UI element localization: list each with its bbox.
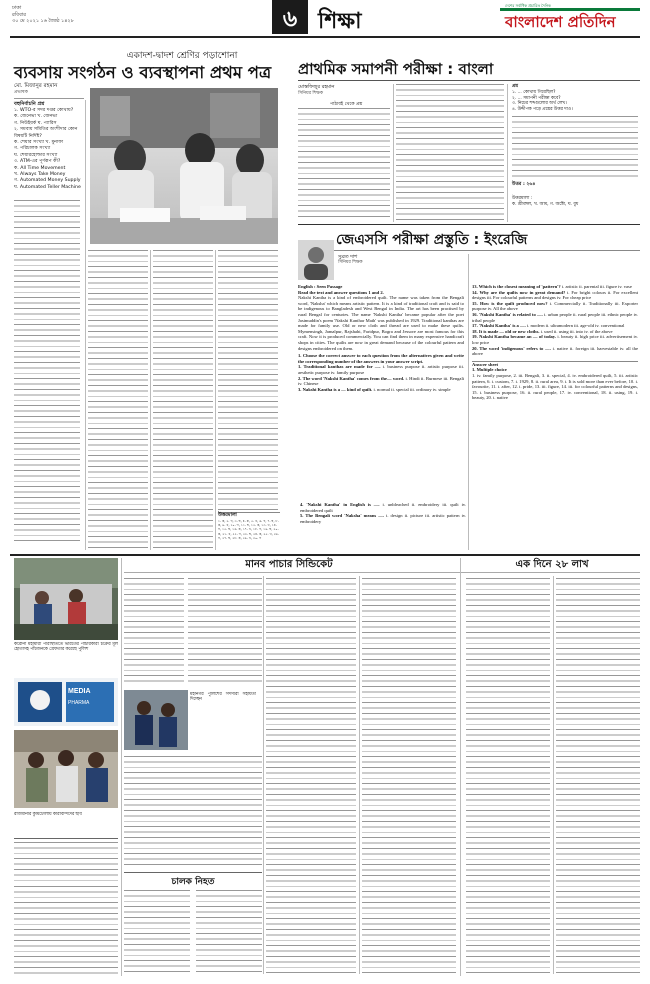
mcq-line: গ. নিউইয়র্ক ঘ. প্যারিস xyxy=(14,120,57,126)
english-q-opts: i. used ii. using iii. into iv. of the above xyxy=(540,328,613,334)
sidebar-text-c xyxy=(196,890,262,974)
news-photo-1-illustration xyxy=(14,558,118,640)
news-photo-1-caption: করোনা মহামারী পরিস্থিতিতে ভারতের পাচারকারী চক্রের মূল হোতাসহ পাঁচজনকে গ্রেফতার করেছে পুলিশ xyxy=(14,642,118,653)
english-q-text: 17. 'Nakshi Kantha' is a —. xyxy=(472,323,526,329)
english-q-text: 14. Why are the quilts now in great demand? xyxy=(472,289,566,295)
bangla-footnotes xyxy=(512,196,638,208)
bangla-footnote: ক. শ্রীমঙ্গল, খ. আম, গ. অক্টো, ঘ. বুধ xyxy=(512,201,579,207)
media-banner-subtext: PHARMA xyxy=(68,700,90,706)
english-q-text: 4. 'Nakshi Kantha' in English is —. xyxy=(300,502,380,507)
masthead-rule xyxy=(10,36,640,38)
lower-section-rule xyxy=(10,554,640,556)
english-q-opts: i. native ii. foreign iii. harvestable iv. all the above xyxy=(472,345,638,357)
bangla-headline: প্রাথমিক সমাপনী পরীক্ষা : বাংলা xyxy=(298,60,494,78)
lower-left-text-a xyxy=(124,578,184,684)
col-divider xyxy=(553,576,554,974)
section-title: শিক্ষা xyxy=(318,9,362,34)
mcq-column-1-text xyxy=(14,200,80,545)
masthead xyxy=(0,0,650,46)
left-author-role: প্রভাষক xyxy=(14,90,28,95)
mcq-line: ক. শেয়ার সংখ্যা খ. মুনাফা xyxy=(14,140,64,146)
news-photo-3-illustration xyxy=(124,690,188,750)
mcq-column-3-text xyxy=(153,250,213,550)
masthead-date xyxy=(12,5,132,25)
author-portrait-illustration xyxy=(298,240,334,280)
bangla-rule xyxy=(298,80,640,81)
news-photo-3 xyxy=(124,690,188,750)
english-q-text: 20. The word 'indigenous' refers to —. xyxy=(472,345,551,351)
col-divider xyxy=(393,84,394,222)
english-q-text: 18. It is made — old or new cloths. xyxy=(472,328,540,334)
english-q xyxy=(298,376,464,387)
lower-left-headline: মানব পাচার সিন্ডিকেট xyxy=(245,559,333,570)
left-headline: ব্যবসায় সংগঠন ও ব্যবস্থাপনা প্রথম পত্র xyxy=(14,63,272,82)
bangla-col-2-text xyxy=(396,84,504,220)
english-q-opts: i. beauty ii. high price iii. advertisement iv. low price xyxy=(472,334,638,345)
mcq-line: গ. Automated Money Supply xyxy=(14,178,81,184)
news-photo-2 xyxy=(14,730,118,808)
english-q-opts: i. urban people ii. rural people iii. ethnic people iv. tribal people xyxy=(472,311,638,323)
exam-hall-photo xyxy=(90,88,278,244)
col-divider xyxy=(468,254,469,550)
col-divider xyxy=(215,250,216,550)
lower-left-text-d xyxy=(362,578,456,974)
lower-right-text-a xyxy=(466,578,550,974)
byline-rule xyxy=(14,98,84,99)
news-photo-3-caption: মহানগর পুলিশের সদস্যরা সহায়তা দিচ্ছেন xyxy=(190,692,256,703)
english-q-opts: i. Commercially ii. Traditionally iii. Exporter purpose iv. All the above xyxy=(472,300,638,312)
english-q xyxy=(472,346,638,357)
english-rule xyxy=(298,250,640,251)
english-q-opts: i. modern ii. ultramodern iii. age-old iv. conventional xyxy=(526,323,625,329)
english-author: সুব্রত দাশ xyxy=(338,254,358,260)
mcq-line: ২. সমবায় সমিতির অংশীদার কোন বিষয়টি নির্দিষ্ট? xyxy=(14,127,78,139)
english-q xyxy=(472,312,638,323)
col-divider xyxy=(359,576,360,974)
bangla-q-line: ২. ... সমাপনী পরীক্ষা কবে? xyxy=(512,95,561,101)
bangla-q-line: ১. ... কোথায় গিয়েছিল? xyxy=(512,89,556,95)
bangla-questions xyxy=(512,84,640,113)
news-photo-2-illustration xyxy=(14,730,118,808)
english-q-opts: i. Hindi ii. Burmese iii. Bengali iv. Chinese xyxy=(298,375,464,387)
mcq-line: গ. পরিচালক সংখ্যা xyxy=(14,146,51,152)
news-photo-1 xyxy=(14,558,118,640)
english-q xyxy=(300,513,466,524)
bangla-byline xyxy=(298,84,383,96)
mcq-line: ক. জেনেভা খ. জেনভা xyxy=(14,114,58,120)
english-q xyxy=(472,290,638,301)
opening-mcq-list xyxy=(14,108,82,191)
sidebar-rule xyxy=(14,838,118,839)
mcq-line: ঘ. শেয়ারহোল্ডার সংখ্যা xyxy=(14,152,58,158)
masthead-day: রবিবার xyxy=(12,11,26,18)
sidebar-text-d xyxy=(14,886,118,974)
english-q xyxy=(298,387,464,393)
sidebar-headline: চালক নিহত xyxy=(171,877,215,887)
kicker: একাদশ-দ্বাদশ শ্রেণির পড়াশোনা xyxy=(126,51,238,61)
english-q-text: 16. 'Nakshi Kantha' is related to —. xyxy=(472,311,543,317)
page-number: ৬ xyxy=(282,7,298,32)
col-divider xyxy=(460,558,461,976)
english-q-opts: i. unbleached ii. embroidery iii. quilt iv. embroidered quilt xyxy=(300,502,466,513)
english-intro: Read the text and answer questions 1 and 2. xyxy=(298,289,384,295)
left-author: মো. মিজানুর রহমান xyxy=(14,83,58,89)
english-q-opts: i. artistic ii. parental iii. figure iv. vase xyxy=(561,284,632,289)
english-byline xyxy=(338,254,418,266)
answer-key-text: ১. ক, ২. গ, ৩. ঘ, ৪. ক, ৫. খ, ৬. গ, ৭. ঘ, ৮. ক, ৯. খ, ১০. গ, ১১. ঘ, ১২. ক, ১৩. খ, ১৪. গ, ১৫. ঘ, ১৬. ক, ১৭. খ, ১৮. গ, ১৯. ঘ, ২০. ক, ২১. খ, ২২. গ, ২৩. ঘ, ২৪. ক, ২৫. খ, ২৬. গ, ২৭. ঘ, ২৮. ক, ২৯. খ, ৩০. গ xyxy=(218,519,279,540)
news-photo-2-caption: রাজধানীর কুর্মিটোলায় কারাবন্দিদের ছবি xyxy=(14,812,82,817)
bangla-author: মোস্তফিজুর রহমান xyxy=(298,84,335,90)
mcq-line: ৩. ATM-এর পূর্ণরূপ কী? xyxy=(14,159,61,165)
english-q-text: 2. The word 'Nakshi Kantha' comes from the— word. xyxy=(298,375,405,381)
bangla-footnote: উত্তরমালা : xyxy=(512,196,533,201)
bangla-col-1-text xyxy=(298,108,390,220)
english-section-title: English : Seen Passage xyxy=(298,284,343,289)
english-author-role: সিনিয়র শিক্ষক xyxy=(338,260,363,266)
answer-key-title: উত্তরমালা xyxy=(218,513,237,518)
col-divider xyxy=(121,558,122,976)
english-q-text: 19. Nakshi Kantha became an — of today. xyxy=(472,334,556,340)
mcq-heading: বহুনির্বাচনি প্রশ্ন xyxy=(14,101,45,107)
answer-sheet-title: Answer sheet xyxy=(472,361,638,368)
bangla-col-3-text xyxy=(512,116,638,178)
mcq-line: খ. Always Take Money xyxy=(14,172,66,178)
english-q xyxy=(472,301,638,312)
brand-logo: বাংলাদেশ প্রতিদিন xyxy=(505,13,616,31)
masthead-city: ঢাকা xyxy=(12,5,22,11)
english-q-text: 5. The Bengali word 'Naksha' means —. xyxy=(300,513,384,519)
english-q-text: 1. Traditional kanthas are made for —. xyxy=(298,364,381,370)
lower-left-text-b xyxy=(188,578,262,684)
lower-headline-rule xyxy=(124,572,640,573)
mcq-column-2-text xyxy=(88,250,148,550)
mcq-line: ক. All Time Movement xyxy=(14,165,66,171)
col-divider xyxy=(150,250,151,550)
english-instruction: 1. Choose the correct answer to each question from the alternatives given and write the corresponding number of the answers in your answer script. xyxy=(298,353,464,364)
english-top-rule xyxy=(298,224,640,225)
masthead-date-line: ৩০ মে ২০২১ ১৬ জ্যৈষ্ঠ ১৪২৮ xyxy=(12,18,74,25)
sidebar-text-b xyxy=(124,890,190,974)
english-headline: জেএসসি পরীক্ষা প্রস্তুতি : ইংরেজি xyxy=(336,232,528,248)
col-divider xyxy=(507,84,508,222)
lower-right-headline: এক দিনে ২৮ লাখ xyxy=(515,559,589,570)
bangla-q-line: ৪. উদ্দীপক পড়ে প্রশ্নের উত্তর দাও। xyxy=(512,107,573,113)
lower-left-text-c xyxy=(266,578,356,974)
english-q xyxy=(298,364,464,375)
col-divider xyxy=(263,576,264,974)
lower-right-text-b xyxy=(556,578,640,974)
mcq-line: ১. WTO-র সদর দপ্তর কোথায়? xyxy=(14,108,74,113)
english-passage: Nakshi Kantha is a kind of embroidered quilt. The name was taken from the Bengali word, 'Naksha' which means artistic pattern. It is a kind of traditional craft and is said to be indigenous to Bangladesh and West Bengal in India. The art has been practised by rural Bengal for centuries. The name 'Nakshi Kantha' became popular after the poet Jasimuddin's poem 'Nakshi Kanthar Math' was published in 1929. Traditional kanthas are made for family use. Old or new cloth and thread are used to make these quilts. Mymensingh, Jamalpur, Rajshahi, Faridpur, Bogra and Jessore are most famous for this craft. Now it is produced commercially. You can find them in many expensive handicraft shops in cities. The quilts are now in great demand because of the colourful pattern and designs embroidered on them. xyxy=(298,295,464,351)
bangla-answer-heading: উত্তর : ২৬৪ xyxy=(512,182,536,187)
mcq-column-4-text xyxy=(218,250,278,510)
col-divider xyxy=(85,100,86,550)
english-col-1 xyxy=(298,284,464,500)
media-banner-illustration xyxy=(14,678,118,726)
lower-left-text-e xyxy=(124,756,262,868)
bangla-q-heading: প্রশ্ন xyxy=(512,84,519,89)
media-banner xyxy=(14,678,118,726)
answer-sheet-text: 1. iv. family purpose, 2. iii. Bengali, 3. ii. special, 4. iv. embroidered quilt, 5. iii. artistic pattern, 6. i. custom, 7. i. 1929, 8. ii. rural area, 9. i. It is sold more than ever before, 10. i. favourite, 11. i. after, 12. i. pride, 13. iii. figure, 14. iii. for colourful patterns and designs, 15. i. business purpose, 16. ii. rural people, 17. iv. conventional, 18. ii. using, 19. i. beauty, 20. i. native xyxy=(472,372,638,401)
sidebar-text-a xyxy=(14,842,118,882)
bangla-subheading: পাঠ্যবই থেকে প্রশ্ন xyxy=(330,102,363,107)
english-col-3 xyxy=(472,284,638,550)
mcq-line: ঘ. Automated Teller Machine xyxy=(14,184,81,190)
english-q-text: 3. Nakshi Kantha is a — kind of quilt. xyxy=(298,386,373,392)
english-q-opts: i. For bright colours ii. For excellent designs iii. For colourful patterns and designs iv. For cheap price xyxy=(472,289,638,301)
bangla-author-role: সিনিয়র শিক্ষক xyxy=(298,90,323,96)
english-q xyxy=(300,502,466,513)
media-banner-text: MEDIA xyxy=(68,688,91,695)
english-q-text: 13. Which is the closest meaning of 'pattern'? xyxy=(472,284,561,289)
english-q-opts: i. normal ii. special iii. ordinary iv. simple xyxy=(373,386,451,392)
sidebar-story-rule xyxy=(124,872,262,873)
author-portrait xyxy=(298,240,334,280)
exam-hall-illustration xyxy=(90,88,278,244)
bangla-q-line: ৩. নিচের শব্দগুলোর অর্থ লেখ। xyxy=(512,101,567,107)
left-byline xyxy=(14,83,94,96)
answer-key-box xyxy=(218,512,280,551)
english-q-opts: i. business purpose ii. artistic purpose iii. aesthetic purpose iv. family purpose xyxy=(298,364,464,375)
english-q-opts: i. design ii. picture iii. artistic pattern iv. embroidery xyxy=(300,513,466,524)
english-q-text: 15. How is the quilt produced now? xyxy=(472,300,548,306)
english-col-2 xyxy=(300,502,466,550)
english-q xyxy=(472,334,638,345)
answer-sheet-subtitle: 1. Multiple choice xyxy=(472,367,507,373)
brand-tagline: দেশের সর্বাধিক প্রচারিত দৈনিক xyxy=(505,4,551,8)
